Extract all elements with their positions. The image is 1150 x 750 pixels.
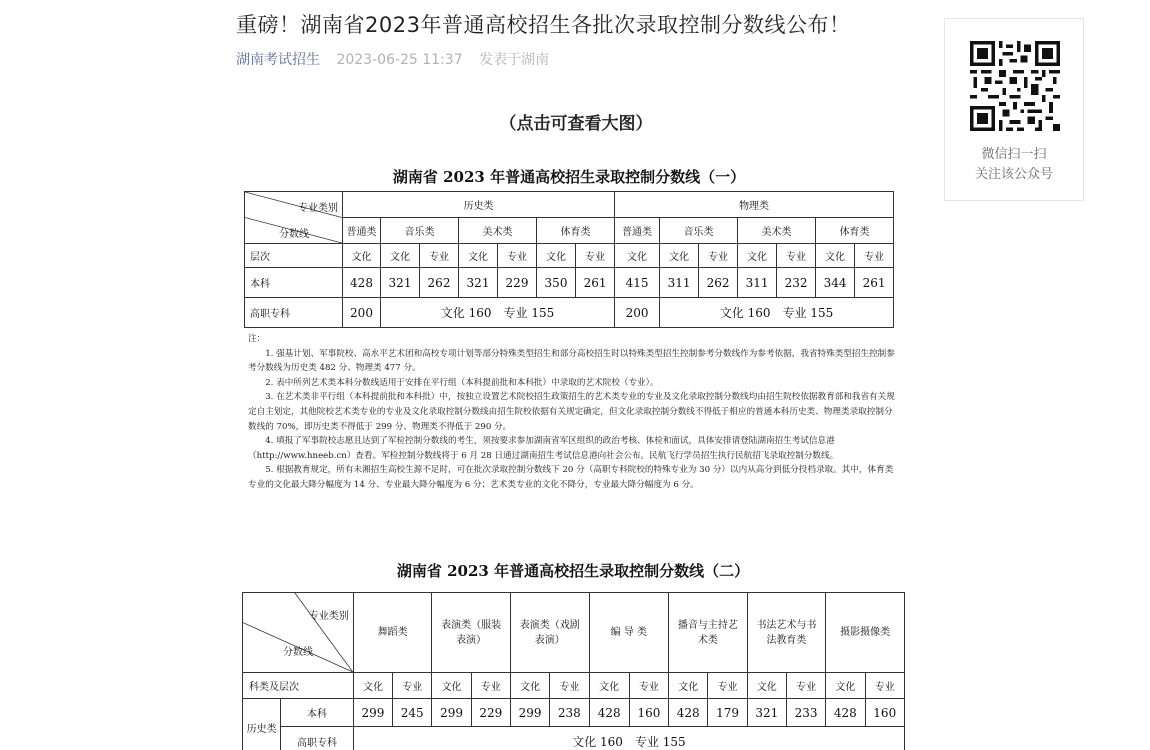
qr-caption-line2: 关注该公众号 [974,167,1053,182]
category-broadcasting: 播音与主持艺术类 [669,593,748,673]
merged-score-cell: 文化 160 专业 155 [660,298,894,328]
article-meta [236,50,916,70]
note-item: 4. 填报了军事院校志愿且达到了军检控制分数线的考生，须按要求参加湖南省军区组织的政治考核、体检和面试，具体安排请登陆湖南招生考试信息港（http://www.hneeb.cn）查看。军检控制分数线将于 6 月 28 日通过湖南招生考试信息港向社会公布。民航飞行学员招生执行民航招飞录取控制分数线。 [248,436,839,461]
culture-header: 文化 [747,673,786,699]
major-header: 专业 [471,673,510,699]
category-dance: 舞蹈类 [353,593,432,673]
culture-header: 文化 [537,244,576,268]
score-cell: 321 [747,699,786,727]
table1-notes [248,332,896,493]
merged-score-cell: 文化 160 专业 155 [381,298,615,328]
row-label: 本科 [281,699,354,727]
score-cell: 299 [432,699,471,727]
major-header: 专业 [393,673,432,699]
score-cell: 321 [381,268,420,298]
score-cell: 200 [343,298,381,328]
major-header: 专业 [629,673,668,699]
score-cell: 261 [576,268,615,298]
row-label: 本科 [245,268,343,298]
culture-header: 文化 [669,673,708,699]
subgroup-music: 音乐类 [381,218,459,244]
score-cell: 350 [537,268,576,298]
score-cell: 321 [459,268,498,298]
score-cell: 160 [865,699,905,727]
culture-header: 文化 [615,244,660,268]
category-directing: 编 导 类 [589,593,669,673]
score-cell: 262 [420,268,459,298]
score-table-2[interactable] [242,592,905,750]
culture-header: 文化 [432,673,471,699]
major-header: 专业 [550,673,589,699]
publish-datetime: 2023-06-25 11:37 [336,52,463,68]
culture-header: 文化 [589,673,629,699]
corner-top-label: 专业类别 [308,611,349,622]
score-cell: 160 [629,699,668,727]
score-cell: 262 [699,268,738,298]
subgroup-regular: 普通类 [615,218,660,244]
table2-title[interactable]: 湖南省 2023 年普通高校招生录取控制分数线（二） [396,562,750,580]
score-cell: 415 [615,268,660,298]
table-row [243,727,905,750]
score-cell: 428 [343,268,381,298]
corner-mid-label: 分数线 [283,647,313,658]
subgroup-art: 美术类 [459,218,537,244]
table-row [245,298,894,328]
row-label: 高职专科 [245,298,343,328]
major-header: 专业 [576,244,615,268]
major-header: 专业 [699,244,738,268]
score-table-1[interactable] [244,191,894,328]
culture-header: 文化 [826,673,865,699]
row-label: 高职专科 [281,727,354,750]
category-drama-performance: 表演类（戏剧表演） [510,593,589,673]
major-header: 专业 [777,244,816,268]
corner-mid-label: 分数线 [279,229,309,240]
subgroup-sports: 体育类 [537,218,615,244]
notes-label: 注： [248,334,266,344]
major-header: 专业 [498,244,537,268]
qr-caption-line1: 微信扫一扫 [981,147,1047,162]
score-cell: 299 [353,699,392,727]
category-photography: 摄影摄像类 [826,593,905,673]
group-physics: 物理类 [615,192,894,218]
history-label: 历史类 [243,699,281,750]
score-cell: 428 [589,699,629,727]
note-item: 5. 根据教育规定，所有未湘招生高校生源不足时，可在批次录取控制分数线下 20 分（高职专科院校的特殊专业为 30 分）以内从高分到低分投档录取。其中，体育类专业的文化最大降分幅度为 14 分、专业最大降分幅度为 6 分；艺术类专业的文化不降分，专业最大降分幅度为 6 分。 [248,465,894,490]
culture-header: 文化 [738,244,777,268]
score-cell: 311 [660,268,699,298]
culture-header: 文化 [510,673,549,699]
score-cell: 233 [786,699,825,727]
click-hint: （点击可查看大图） [499,114,653,134]
article-title: 重磅！湖南省2023年普通高校招生各批次录取控制分数线公布！ [236,13,851,37]
table-row [245,268,894,298]
category-calligraphy: 书法艺术与书法教育类 [747,593,826,673]
subgroup-art: 美术类 [738,218,816,244]
major-header: 专业 [786,673,825,699]
culture-header: 文化 [353,673,392,699]
article-header [236,10,916,70]
table1-corner-cell [245,192,343,244]
culture-header: 文化 [660,244,699,268]
major-header: 专业 [865,673,905,699]
score-cell: 311 [738,268,777,298]
score-cell: 344 [816,268,855,298]
note-item: 2. 表中所列艺术类本科分数线适用于安排在平行组（本科提前批和本科批）中录取的艺术院校（专业）。 [265,377,659,388]
score-cell: 179 [708,699,747,727]
culture-header: 文化 [381,244,420,268]
merged-score-cell: 文化 160 专业 155 [353,727,904,750]
table-row [243,699,905,727]
table1-title[interactable]: 湖南省 2023 年普通高校招生录取控制分数线（一） [392,168,746,186]
publish-location: 发表于湖南 [479,52,550,68]
score-cell: 245 [393,699,432,727]
subgroup-regular: 普通类 [343,218,381,244]
category-fashion-performance: 表演类（服装表演） [432,593,511,673]
major-header: 专业 [420,244,459,268]
note-item: 1. 强基计划、军事院校、高水平艺术团和高校专项计划等部分特殊类型招生和部分高校招生时以特殊类型招生控制参考分数线作为参考依据，我省特殊类型招生控制参考分数线为历史类 482 分、物理类 477 分。 [248,348,895,374]
score-cell: 232 [777,268,816,298]
score-cell: 261 [855,268,894,298]
major-header: 专业 [855,244,894,268]
subgroup-music: 音乐类 [660,218,738,244]
score-cell: 229 [471,699,510,727]
level-header: 层次 [245,244,343,268]
qr-code-icon[interactable] [970,41,1060,131]
score-cell: 238 [550,699,589,727]
corner-top-label: 专业类别 [298,203,338,214]
group-history: 历史类 [343,192,615,218]
score-cell: 428 [826,699,865,727]
culture-header: 文化 [459,244,498,268]
note-item: 3. 在艺术类非平行组（本科提前批和本科批）中，按独立设置艺术院校招生政策招生的艺术类专业的专业及文化录取控制分数线均由招生院校依据教育部和我省有关规定自主划定，其他院校艺术类专业的专业及文化录取控制分数线由招生院校依据有关规定确定，但文化录取控制分数线不得低于相应的普通本科历史类、物理类录取控制分数线的 70%，即历史类不得低于 299 分、物理类不得低于 290 分。 [248,392,895,432]
major-header: 专业 [708,673,747,699]
subgroup-sports: 体育类 [816,218,894,244]
culture-header: 文化 [816,244,855,268]
qr-follow-card [944,18,1084,201]
score-cell: 428 [669,699,708,727]
author-link[interactable]: 湖南考试招生 [236,52,320,68]
score-cell: 229 [498,268,537,298]
table2-corner-cell [243,593,354,673]
score-cell: 200 [615,298,660,328]
level-header: 科类及层次 [243,673,354,699]
score-cell: 299 [510,699,549,727]
culture-header: 文化 [343,244,381,268]
